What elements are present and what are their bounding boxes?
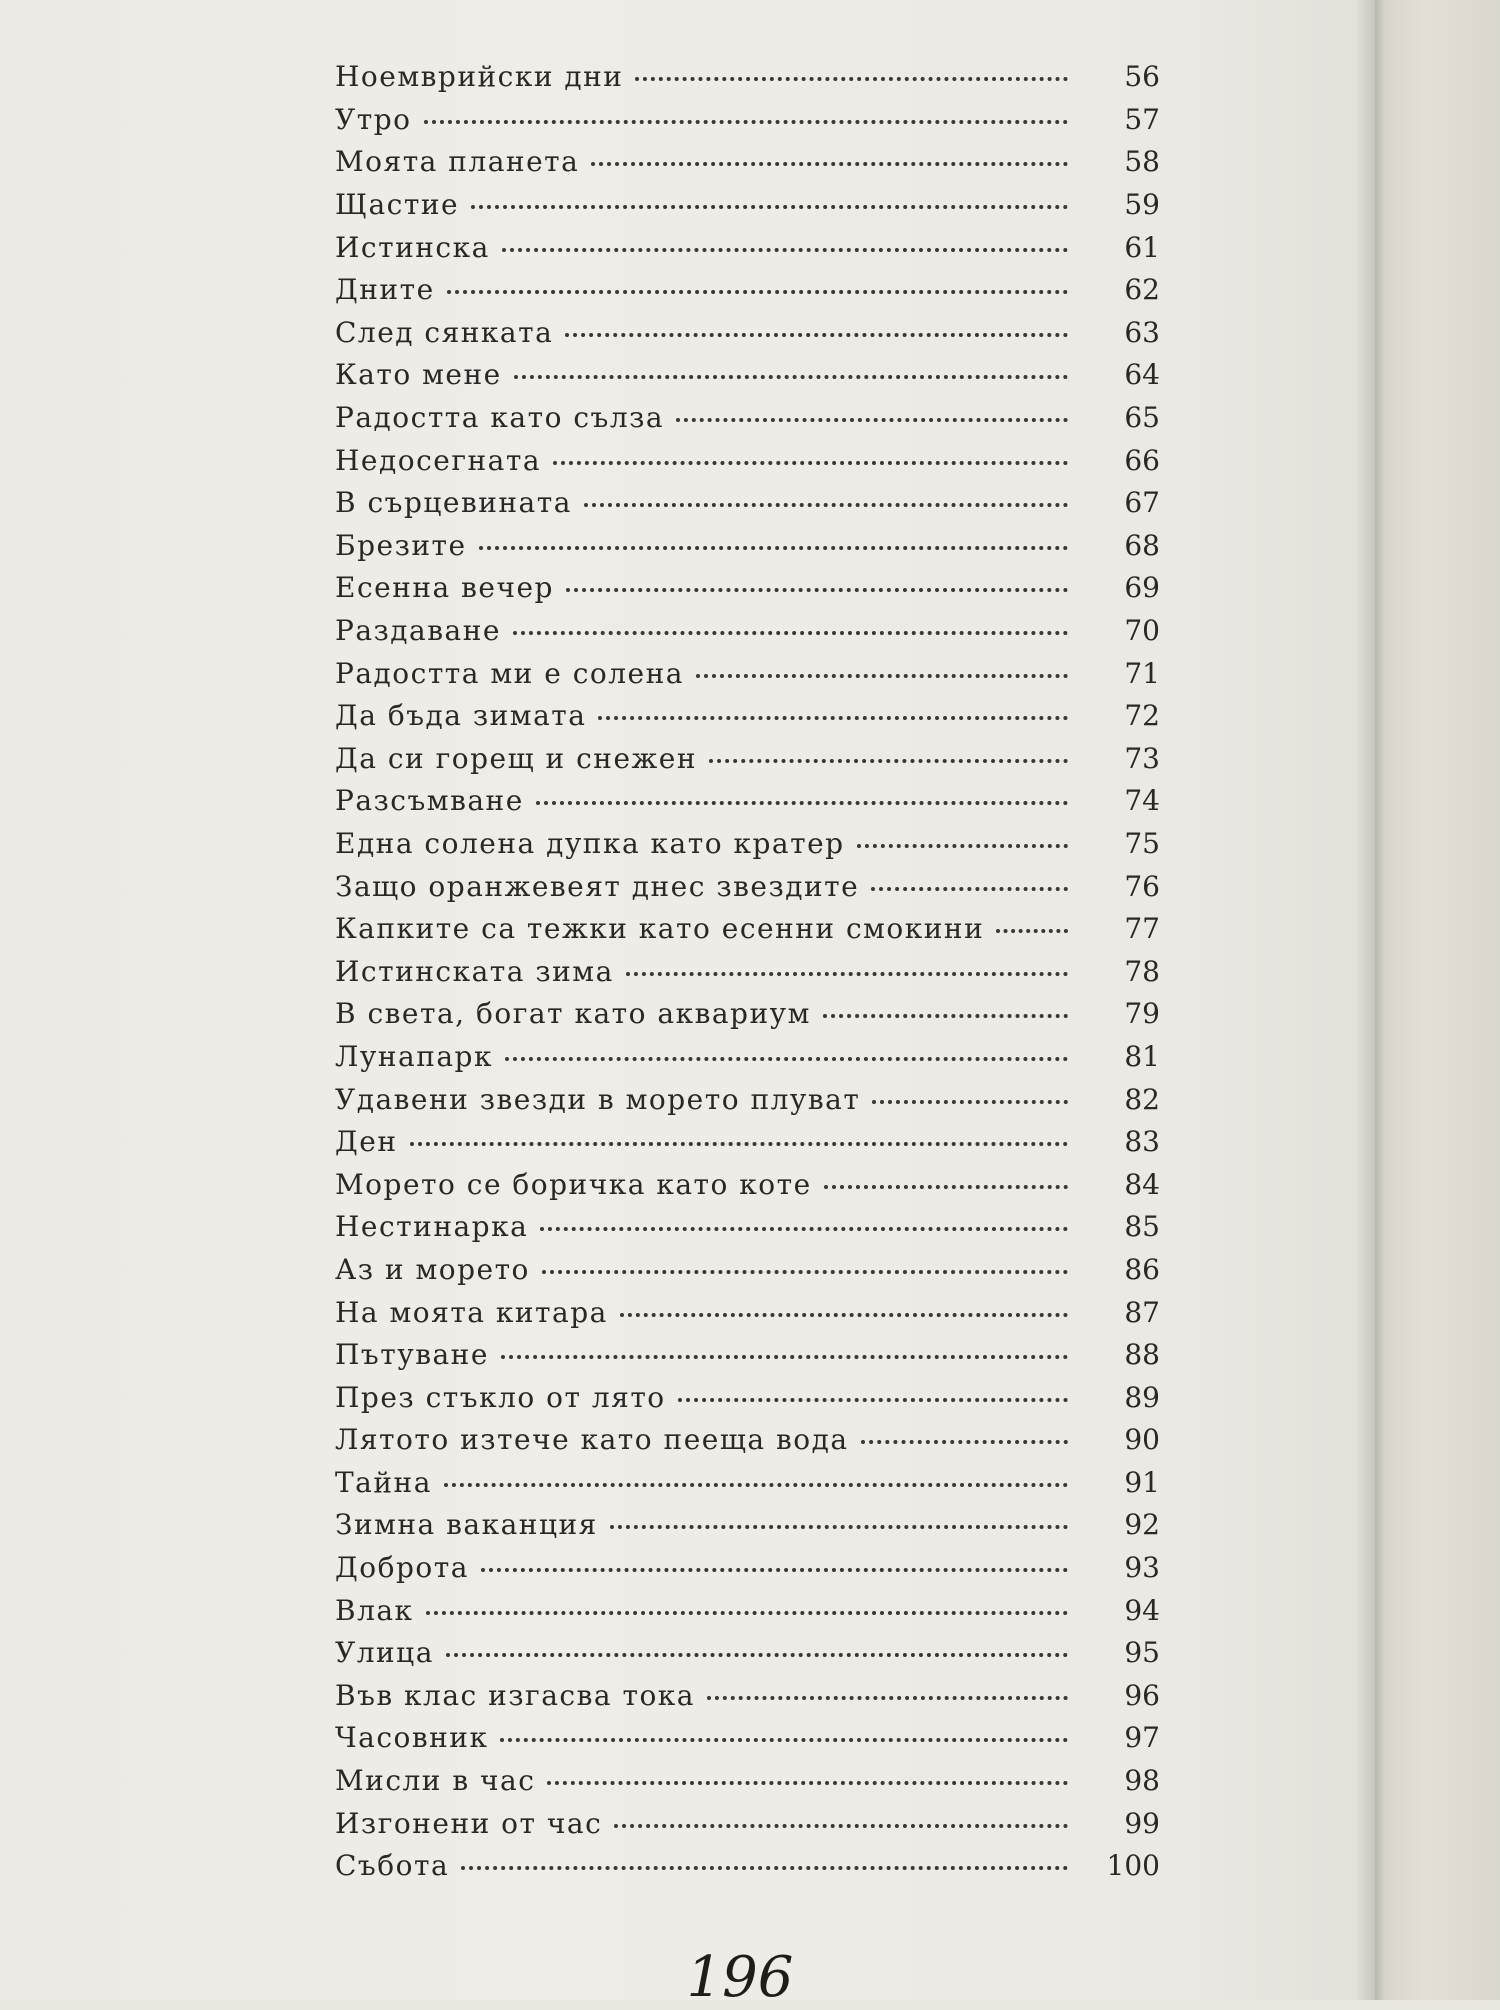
- dot-leader: [709, 759, 1068, 763]
- dot-leader: [857, 844, 1068, 848]
- dot-leader: [446, 1653, 1068, 1657]
- toc-entry: [335, 950, 1160, 993]
- dot-leader: [471, 205, 1068, 209]
- toc-entry: [335, 1760, 1160, 1803]
- toc-entry-page-number: 65: [1124, 401, 1160, 435]
- toc-entry: [335, 1675, 1160, 1718]
- toc-entry-page-number: 98: [1124, 1764, 1160, 1798]
- toc-entry-page-number: 68: [1124, 528, 1160, 562]
- toc-entry-page-number: 91: [1124, 1465, 1160, 1499]
- toc-entry-page-number: 87: [1124, 1295, 1160, 1329]
- dot-leader: [410, 1142, 1069, 1146]
- toc-entry-title: Радостта като сълза: [335, 401, 665, 435]
- toc-entry-title: В света, богат като аквариум: [335, 997, 811, 1031]
- toc-entry: [335, 780, 1160, 823]
- toc-entry: [335, 1632, 1160, 1675]
- toc-entry-title: Изгонени от час: [335, 1806, 603, 1840]
- toc-entry-page-number: 67: [1124, 486, 1160, 520]
- dot-leader: [505, 1057, 1068, 1061]
- dot-leader: [678, 1398, 1068, 1402]
- toc-entry-title: Като мене: [335, 358, 502, 392]
- dot-leader: [614, 1824, 1068, 1828]
- toc-entry-page-number: 57: [1124, 102, 1160, 136]
- toc-entry-title: След сянката: [335, 315, 554, 349]
- dot-leader: [635, 77, 1068, 81]
- dot-leader: [461, 1866, 1068, 1870]
- toc-entry-page-number: 76: [1124, 869, 1160, 903]
- dot-leader: [566, 588, 1068, 592]
- toc-entry-page-number: 86: [1124, 1252, 1160, 1286]
- dot-leader: [620, 1313, 1068, 1317]
- toc-entry: [335, 269, 1160, 312]
- dot-leader: [565, 333, 1068, 337]
- toc-entry-page-number: 94: [1124, 1593, 1160, 1627]
- toc-entry-page-number: 85: [1124, 1210, 1160, 1244]
- dot-leader: [447, 290, 1068, 294]
- toc-entry-title: Раздаване: [335, 614, 501, 648]
- dot-leader: [823, 1014, 1068, 1018]
- toc-entry-page-number: 92: [1124, 1508, 1160, 1542]
- table-of-contents: [335, 56, 1160, 1888]
- toc-entry-page-number: 62: [1124, 273, 1160, 307]
- toc-entry-title: Щастие: [335, 188, 460, 222]
- toc-entry-title: Дните: [335, 273, 435, 307]
- toc-entry-page-number: 74: [1124, 784, 1160, 818]
- toc-entry: [335, 1291, 1160, 1334]
- toc-entry: [335, 823, 1160, 866]
- dot-leader: [424, 120, 1068, 124]
- dot-leader: [598, 716, 1068, 720]
- dot-leader: [553, 461, 1068, 465]
- toc-entry-title: Във клас изгасва тока: [335, 1678, 695, 1712]
- toc-entry-title: Радостта ми е солена: [335, 656, 684, 690]
- toc-entry: [335, 312, 1160, 355]
- toc-entry: [335, 908, 1160, 951]
- toc-entry: [335, 610, 1160, 653]
- toc-entry: [335, 567, 1160, 610]
- toc-entry-page-number: 66: [1124, 443, 1160, 477]
- dot-leader: [502, 248, 1068, 252]
- toc-entry-page-number: 97: [1124, 1721, 1160, 1755]
- toc-entry-page-number: 82: [1124, 1082, 1160, 1116]
- toc-entry-title: Защо оранжевеят днес звездите: [335, 869, 860, 903]
- toc-entry-page-number: 100: [1106, 1849, 1160, 1883]
- dot-leader: [513, 631, 1068, 635]
- toc-entry-page-number: 93: [1124, 1551, 1160, 1585]
- toc-entry-page-number: 90: [1124, 1423, 1160, 1457]
- toc-entry: [335, 141, 1160, 184]
- toc-entry-page-number: 83: [1124, 1125, 1160, 1159]
- toc-entry-page-number: 77: [1124, 912, 1160, 946]
- dot-leader: [444, 1483, 1068, 1487]
- toc-entry: [335, 525, 1160, 568]
- dot-leader: [610, 1525, 1068, 1529]
- toc-entry: [335, 738, 1160, 781]
- toc-entry: [335, 1163, 1160, 1206]
- dot-leader: [872, 1100, 1068, 1104]
- toc-entry-title: Зимна ваканция: [335, 1508, 598, 1542]
- toc-entry-title: Недосегната: [335, 443, 542, 477]
- toc-entry-title: Истинската зима: [335, 954, 614, 988]
- toc-entry: [335, 1121, 1160, 1164]
- toc-entry: [335, 993, 1160, 1036]
- dot-leader: [501, 1355, 1068, 1359]
- toc-entry-title: Нестинарка: [335, 1210, 529, 1244]
- toc-entry-title: Влак: [335, 1593, 414, 1627]
- toc-entry-page-number: 71: [1124, 656, 1160, 690]
- dot-leader: [824, 1185, 1068, 1189]
- toc-entry-page-number: 70: [1124, 614, 1160, 648]
- dot-leader: [707, 1696, 1068, 1700]
- toc-entry: [335, 1419, 1160, 1462]
- toc-entry-title: Ден: [335, 1125, 398, 1159]
- toc-entry-title: Ноемврийски дни: [335, 60, 624, 94]
- toc-entry-page-number: 95: [1124, 1636, 1160, 1670]
- toc-entry: [335, 1589, 1160, 1632]
- dot-leader: [542, 1270, 1068, 1274]
- toc-entry-page-number: 78: [1124, 954, 1160, 988]
- toc-entry-title: Събота: [335, 1849, 450, 1883]
- toc-entry-page-number: 73: [1124, 741, 1160, 775]
- toc-entry-title: Утро: [335, 102, 412, 136]
- toc-entry: [335, 1078, 1160, 1121]
- toc-entry-page-number: 75: [1124, 826, 1160, 860]
- toc-entry: [335, 652, 1160, 695]
- dot-leader: [861, 1440, 1068, 1444]
- toc-entry-title: Улица: [335, 1636, 434, 1670]
- page-number: 196: [686, 1945, 794, 2010]
- dot-leader: [500, 1738, 1068, 1742]
- toc-entry-title: Тайна: [335, 1465, 432, 1499]
- toc-entry-title: В сърцевината: [335, 486, 572, 520]
- toc-entry-page-number: 81: [1124, 1039, 1160, 1073]
- dot-leader: [540, 1227, 1068, 1231]
- toc-entry-page-number: 61: [1124, 230, 1160, 264]
- toc-entry-page-number: 89: [1124, 1380, 1160, 1414]
- toc-entry: [335, 56, 1160, 99]
- toc-entry-title: През стъкло от лято: [335, 1380, 666, 1414]
- toc-entry-title: Морето се боричка като коте: [335, 1167, 812, 1201]
- toc-entry-title: Да бъда зимата: [335, 699, 587, 733]
- toc-entry: [335, 354, 1160, 397]
- toc-entry: [335, 1376, 1160, 1419]
- toc-entry-page-number: 96: [1124, 1678, 1160, 1712]
- toc-entry-title: Удавени звезди в морето плуват: [335, 1082, 861, 1116]
- toc-entry: [335, 99, 1160, 142]
- toc-entry: [335, 1206, 1160, 1249]
- toc-entry-title: Лунапарк: [335, 1039, 493, 1073]
- toc-entry-page-number: 69: [1124, 571, 1160, 605]
- toc-entry-title: Моята планета: [335, 145, 580, 179]
- dot-leader: [676, 418, 1068, 422]
- toc-entry-title: Една солена дупка като кратер: [335, 826, 845, 860]
- toc-entry-title: Доброта: [335, 1551, 469, 1585]
- toc-entry-title: Брезите: [335, 528, 467, 562]
- dot-leader: [514, 375, 1068, 379]
- toc-entry: [335, 397, 1160, 440]
- dot-leader: [481, 1568, 1068, 1572]
- toc-entry: [335, 482, 1160, 525]
- toc-entry: [335, 439, 1160, 482]
- toc-entry-page-number: 88: [1124, 1338, 1160, 1372]
- toc-entry: [335, 1249, 1160, 1292]
- toc-entry-title: На моята китара: [335, 1295, 608, 1329]
- dot-leader: [626, 972, 1068, 976]
- toc-entry-title: Мисли в час: [335, 1764, 536, 1798]
- dot-leader: [547, 1781, 1068, 1785]
- toc-entry-title: Есенна вечер: [335, 571, 554, 605]
- dot-leader: [536, 801, 1068, 805]
- toc-entry-title: Разсъмване: [335, 784, 524, 818]
- toc-entry-page-number: 63: [1124, 315, 1160, 349]
- dot-leader: [584, 503, 1068, 507]
- gutter-shadow: [1355, 0, 1377, 2000]
- toc-entry-title: Капките са тежки като есенни смокини: [335, 912, 985, 946]
- dot-leader: [871, 887, 1068, 891]
- toc-entry-title: Часовник: [335, 1721, 489, 1755]
- toc-entry: [335, 1036, 1160, 1079]
- toc-entry-title: Лятото изтече като пееща вода: [335, 1423, 849, 1457]
- toc-entry-page-number: 56: [1124, 60, 1160, 94]
- toc-entry-page-number: 59: [1124, 188, 1160, 222]
- toc-entry-page-number: 58: [1124, 145, 1160, 179]
- dot-leader: [591, 162, 1068, 166]
- toc-entry: [335, 1717, 1160, 1760]
- toc-entry: [335, 695, 1160, 738]
- toc-entry: [335, 1845, 1160, 1888]
- toc-entry-page-number: 64: [1124, 358, 1160, 392]
- toc-entry: [335, 184, 1160, 227]
- dot-leader: [696, 674, 1068, 678]
- dot-leader: [996, 929, 1068, 933]
- toc-entry: [335, 1462, 1160, 1505]
- toc-entry-title: Да си горещ и снежен: [335, 741, 698, 775]
- toc-entry-page-number: 84: [1124, 1167, 1160, 1201]
- toc-entry-page-number: 72: [1124, 699, 1160, 733]
- toc-entry: [335, 1504, 1160, 1547]
- toc-entry: [335, 1802, 1160, 1845]
- dot-leader: [479, 546, 1068, 550]
- toc-entry: [335, 1334, 1160, 1377]
- toc-entry-page-number: 99: [1124, 1806, 1160, 1840]
- toc-entry-title: Аз и морето: [335, 1252, 530, 1286]
- facing-page-edge: [1375, 0, 1500, 2000]
- toc-entry-title: Истинска: [335, 230, 490, 264]
- toc-entry: [335, 1547, 1160, 1590]
- toc-entry: [335, 865, 1160, 908]
- dot-leader: [426, 1611, 1068, 1615]
- toc-entry-title: Пътуване: [335, 1338, 489, 1372]
- toc-entry-page-number: 79: [1124, 997, 1160, 1031]
- toc-entry: [335, 226, 1160, 269]
